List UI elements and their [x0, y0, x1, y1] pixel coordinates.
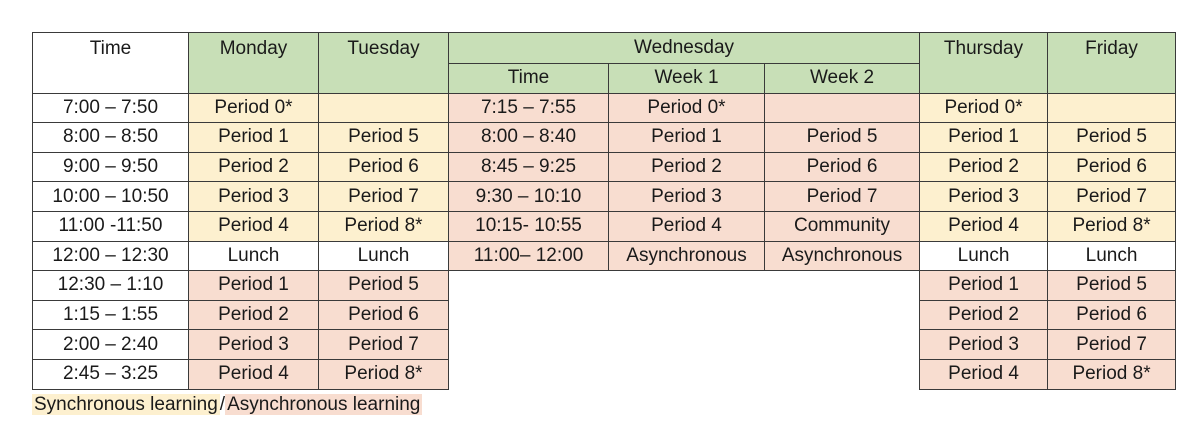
- wednesday-week1-cell: Period 4: [609, 211, 765, 241]
- tuesday-cell: Period 7: [319, 330, 449, 360]
- wednesday-time-cell: 9:30 – 10:10: [449, 182, 609, 212]
- tuesday-cell: [319, 93, 449, 123]
- table-row: [33, 241, 1176, 271]
- friday-cell: Period 6: [1048, 152, 1176, 182]
- wednesday-time-cell: 11:00– 12:00: [449, 241, 609, 271]
- table-row: [33, 123, 1176, 153]
- monday-cell: Period 3: [189, 330, 319, 360]
- monday-cell: Period 1: [189, 271, 319, 301]
- monday-cell: Period 3: [189, 182, 319, 212]
- thursday-cell: Lunch: [920, 241, 1048, 271]
- friday-cell: Period 7: [1048, 182, 1176, 212]
- monday-cell: Period 4: [189, 359, 319, 389]
- schedule-table: [32, 32, 1176, 390]
- thursday-cell: Period 1: [920, 271, 1048, 301]
- wednesday-week2-cell: Period 7: [765, 182, 920, 212]
- monday-cell: Period 4: [189, 211, 319, 241]
- legend-synchronous: Synchronous learning: [34, 394, 218, 415]
- wednesday-week2-cell: [765, 93, 920, 123]
- wednesday-time-cell: 8:00 – 8:40: [449, 123, 609, 153]
- time-cell: 12:30 – 1:10: [33, 271, 189, 301]
- legend-asynchronous: Asynchronous learning: [227, 394, 421, 415]
- monday-cell: Period 1: [189, 123, 319, 153]
- friday-cell: Period 8*: [1048, 211, 1176, 241]
- thursday-cell: Period 4: [920, 359, 1048, 389]
- tuesday-cell: Lunch: [319, 241, 449, 271]
- legend-separator: /: [219, 394, 226, 415]
- tuesday-cell: Period 8*: [319, 211, 449, 241]
- wednesday-week2-cell: Period 6: [765, 152, 920, 182]
- thursday-cell: Period 2: [920, 152, 1048, 182]
- header-wednesday-week1: Week 1: [609, 64, 765, 94]
- tuesday-cell: Period 5: [319, 271, 449, 301]
- friday-cell: Period 8*: [1048, 359, 1176, 389]
- wednesday-week1-cell: Period 2: [609, 152, 765, 182]
- table-row: [33, 93, 1176, 123]
- tuesday-cell: Period 6: [319, 300, 449, 330]
- friday-cell: [1048, 93, 1176, 123]
- monday-cell: Period 0*: [189, 93, 319, 123]
- thursday-cell: Period 1: [920, 123, 1048, 153]
- header-wednesday: Wednesday: [449, 33, 920, 64]
- table-row: [33, 182, 1176, 212]
- friday-cell: Period 5: [1048, 271, 1176, 301]
- header-wednesday-week2: Week 2: [765, 64, 920, 94]
- friday-cell: Lunch: [1048, 241, 1176, 271]
- wednesday-empty-block: [449, 271, 920, 389]
- header-wednesday-time: Time: [449, 64, 609, 94]
- wednesday-week2-cell: Asynchronous: [765, 241, 920, 271]
- wednesday-week2-cell: Period 5: [765, 123, 920, 153]
- thursday-cell: Period 3: [920, 182, 1048, 212]
- thursday-cell: Period 0*: [920, 93, 1048, 123]
- tuesday-cell: Period 7: [319, 182, 449, 212]
- wednesday-week2-cell: Community: [765, 211, 920, 241]
- tuesday-cell: Period 8*: [319, 359, 449, 389]
- wednesday-week1-cell: Asynchronous: [609, 241, 765, 271]
- header-tuesday: Tuesday: [319, 33, 449, 94]
- friday-cell: Period 7: [1048, 330, 1176, 360]
- monday-cell: Period 2: [189, 152, 319, 182]
- header-time: Time: [33, 33, 189, 94]
- wednesday-week1-cell: Period 3: [609, 182, 765, 212]
- wednesday-week1-cell: Period 1: [609, 123, 765, 153]
- table-row: [33, 271, 1176, 301]
- wednesday-week1-cell: Period 0*: [609, 93, 765, 123]
- legend: [32, 390, 422, 420]
- header-thursday: Thursday: [920, 33, 1048, 94]
- time-cell: 7:00 – 7:50: [33, 93, 189, 123]
- monday-cell: Period 2: [189, 300, 319, 330]
- time-cell: 1:15 – 1:55: [33, 300, 189, 330]
- time-cell: 8:00 – 8:50: [33, 123, 189, 153]
- friday-cell: Period 5: [1048, 123, 1176, 153]
- thursday-cell: Period 3: [920, 330, 1048, 360]
- wednesday-time-cell: 7:15 – 7:55: [449, 93, 609, 123]
- monday-cell: Lunch: [189, 241, 319, 271]
- thursday-cell: Period 4: [920, 211, 1048, 241]
- tuesday-cell: Period 6: [319, 152, 449, 182]
- tuesday-cell: Period 5: [319, 123, 449, 153]
- time-cell: 11:00 -11:50: [33, 211, 189, 241]
- wednesday-time-cell: 10:15- 10:55: [449, 211, 609, 241]
- time-cell: 2:45 – 3:25: [33, 359, 189, 389]
- friday-cell: Period 6: [1048, 300, 1176, 330]
- wednesday-time-cell: 8:45 – 9:25: [449, 152, 609, 182]
- time-cell: 12:00 – 12:30: [33, 241, 189, 271]
- time-cell: 2:00 – 2:40: [33, 330, 189, 360]
- table-row: [33, 152, 1176, 182]
- thursday-cell: Period 2: [920, 300, 1048, 330]
- header-monday: Monday: [189, 33, 319, 94]
- time-cell: 10:00 – 10:50: [33, 182, 189, 212]
- table-row: [33, 211, 1176, 241]
- header-friday: Friday: [1048, 33, 1176, 94]
- time-cell: 9:00 – 9:50: [33, 152, 189, 182]
